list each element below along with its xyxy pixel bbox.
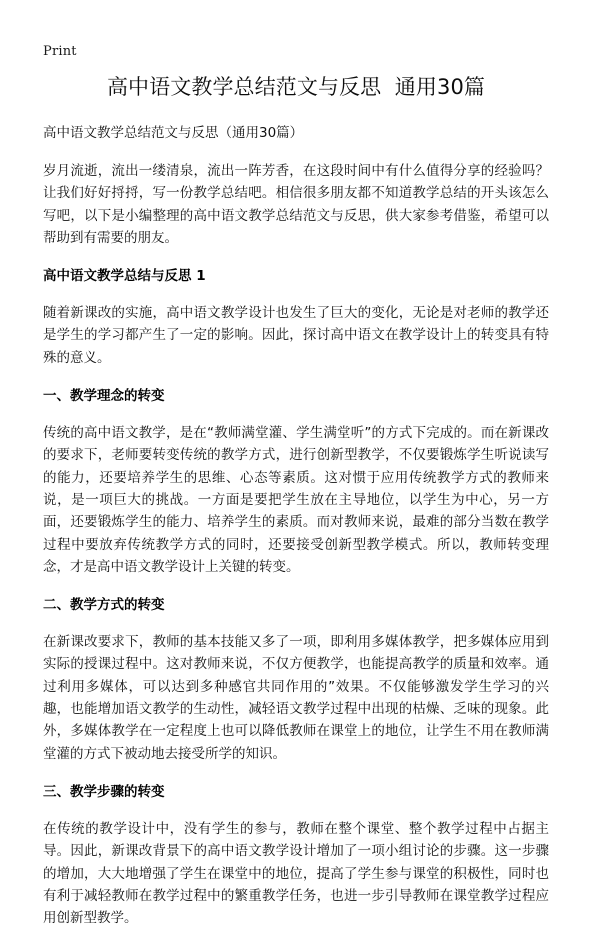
- section-heading: 高中语文教学总结与反思 1: [43, 268, 206, 285]
- subsection-heading-3: 三、教学步骤的转变: [43, 783, 165, 800]
- subsection-heading-2: 二、教学方式的转变: [43, 597, 165, 614]
- subsection-paragraph-2: 在新课改要求下，教师的基本技能又多了一项，即利用多媒体教学，把多媒体应用到实际的授课过程中。这对教师来说，不仅方便教学，也能提高教学的质量和效率。通过利用多媒体，可以达到多种感官共同作用的”效果。不仅能够激发学生学习的兴趣，也能增加语文教学的生动性，减轻语文教学过程中出现的枯燥、乏味的现象。此外，多媒体教学在一定程度上也可以降低教师在课堂上的地位，让学生不用在教师满堂灌的方式下被动地去接受所学的知识。: [43, 634, 549, 762]
- subsection-heading-1: 一、教学理念的转变: [43, 388, 165, 405]
- section-intro-paragraph: 随着新课改的实施，高中语文教学设计也发生了巨大的变化，无论是对老师的教学还是学生的学习都产生了一定的影响。因此，探讨高中语文在教学设计上的转变具有特殊的意义。: [43, 305, 549, 366]
- document-subtitle: 高中语文教学总结范文与反思（通用30篇）: [43, 125, 304, 141]
- intro-paragraph: 岁月流逝，流出一缕清泉，流出一阵芳香，在这段时间中有什么值得分享的经验吗？让我们好好捋捋，写一份教学总结吧。相信很多朋友都不知道教学总结的开头该怎么写吧，以下是小编整理的高中语文教学总结范文与反思，供大家参考借鉴，希望可以帮助到有需要的朋友。: [43, 163, 549, 246]
- subsection-paragraph-1: 传统的高中语文教学，是在“教师满堂灌、学生满堂听”的方式下完成的。而在新课改的要求下，老师要转变传统的教学方式，进行创新型教学，不仅要锻炼学生听说读写的能力，还要培养学生的思维、心态等素质。这对惯于应用传统教学方式的教师来说，是一项巨大的挑战。一方面是要把学生放在主导地位，以学生为中心，另一方面，还要锻炼学生的能力、培养学生的素质。而对教师来说，最难的部分当数在教学过程中要放弃传统教学方式的同时，还要接受创新型教学模式。所以，教师转变理念，才是高中语文教学设计上关键的转变。: [43, 425, 549, 575]
- page-title: 高中语文教学总结范文与反思 通用30篇: [106, 75, 486, 99]
- subsection-paragraph-3: 在传统的教学设计中，没有学生的参与，教师在整个课堂、整个教学过程中占据主导。因此，新课改背景下的高中语文教学设计增加了一项小组讨论的步骤。这一步骤的增加，大大地增强了学生在课堂中的地位，提高了学生参与课堂的积极性，同时也有利于减轻教师在教学过程中的繁重教学任务，也进一步引导教师在课堂教学过程应用创新型教学。: [43, 820, 549, 927]
- document-body: [43, 72, 549, 945]
- print-label[interactable]: Print: [43, 44, 77, 59]
